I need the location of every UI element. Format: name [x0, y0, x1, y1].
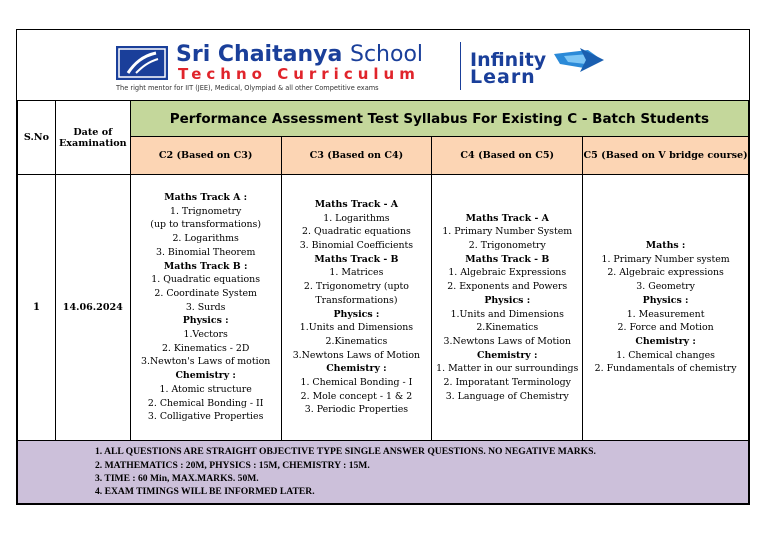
header-logos: [17, 30, 749, 101]
syllabus-topic: 3.Newtons Laws of Motion: [292, 349, 421, 361]
syllabus-topic: 2. Exponents and Powers: [447, 281, 568, 293]
syllabus-subject-heading: Chemistry :: [175, 370, 236, 382]
syllabus-subject-heading: Maths Track B :: [163, 260, 248, 272]
syllabus-topic: 3. Binomial Theorem: [155, 246, 256, 258]
syllabus-topic: 2. Coordinate System: [154, 287, 257, 299]
school-emblem-icon: [116, 46, 168, 80]
syllabus-topic: 1. Matter in our surroundings: [436, 363, 579, 375]
syllabus-topic: 2. Mole concept - 1 & 2: [300, 390, 413, 402]
syllabus-subject-heading: Maths Track - B: [465, 253, 550, 265]
syllabus-topic: 1. Primary Number system: [601, 253, 730, 265]
syllabus-topic: 2. Algebraic expressions: [607, 267, 724, 279]
syllabus-topic: (up to transformations): [150, 219, 262, 231]
note-item: 3. TIME : 60 Min, MAX.MARKS. 50M.: [95, 473, 259, 484]
syllabus-subject-heading: Chemistry :: [635, 335, 696, 347]
syllabus-topic: 1. Atomic structure: [159, 383, 252, 395]
syllabus-c3: [281, 175, 432, 441]
partner-name-line2: Learn: [470, 66, 536, 88]
batch-header-c4: C4 (Based on C5): [432, 137, 583, 175]
syllabus-subject-heading: Chemistry :: [326, 363, 387, 375]
syllabus-topic: Transformations): [315, 294, 398, 306]
note-item: 2. MATHEMATICS : 20M, PHYSICS : 15M, CHEMISTRY : 15M.: [95, 459, 370, 471]
row-sno: 1: [18, 175, 56, 441]
syllabus-topic: 2.Kinematics: [325, 335, 388, 347]
syllabus-subject-heading: Maths Track - A: [314, 198, 399, 210]
syllabus-topic: 1. Algebraic Expressions: [448, 267, 567, 279]
syllabus-topic: 1.Units and Dimensions: [450, 308, 564, 320]
syllabus-subject-heading: Maths Track A :: [164, 192, 248, 204]
syllabus-topic: 3. Geometry: [636, 281, 695, 293]
syllabus-topic: 1. Measurement: [626, 308, 705, 320]
syllabus-topic: 2. Imporatant Terminology: [443, 377, 571, 389]
infinity-learn-logo: [470, 46, 610, 90]
syllabus-subject-heading: Maths Track - A: [465, 212, 549, 224]
syllabus-topic: 3. Language of Chemistry: [445, 390, 569, 402]
syllabus-topic: 3. Binomial Coefficients: [299, 239, 414, 251]
exam-date: 14.06.2024: [55, 175, 130, 441]
syllabus-subject-heading: Physics :: [484, 294, 531, 306]
syllabus-topic: 1.Units and Dimensions: [299, 322, 414, 334]
syllabus-c5: [583, 175, 749, 441]
syllabus-topic: 1. Chemical changes: [616, 349, 715, 361]
school-tagline: The right mentor for IIT (JEE), Medical, Olympiad & all other Competitive exams: [116, 84, 379, 92]
syllabus-topic: 3.Newtons Laws of Motion: [443, 335, 571, 347]
table-row: [18, 175, 749, 441]
syllabus-topic: 2. Logarithms: [172, 233, 239, 245]
syllabus-topic: 3. Colligative Properties: [147, 411, 264, 423]
syllabus-topic: 1. Matrices: [329, 267, 384, 279]
syllabus-subject-heading: Maths Track - B: [314, 253, 399, 265]
syllabus-subject-heading: Maths :: [645, 239, 686, 251]
syllabus-topic: 2. Chemical Bonding - II: [147, 397, 264, 409]
table-title: Performance Assessment Test Syllabus For Existing C - Batch Students: [130, 101, 748, 137]
syllabus-topic: 2. Trigonometry: [468, 239, 546, 251]
note-item: 4. EXAM TIMINGS WILL BE INFORMED LATER.: [95, 486, 315, 498]
partner-name-line1: Infinity: [470, 49, 547, 71]
syllabus-topic: 2. Quadratic equations: [302, 226, 411, 238]
batch-header-c3: C3 (Based on C4): [281, 137, 432, 175]
infinity-arrow-icon: [550, 46, 606, 76]
syllabus-topic: 2. Kinematics - 2D: [161, 342, 250, 354]
syllabus-subject-heading: Chemistry :: [477, 349, 538, 361]
syllabus-topic: 1. Chemical Bonding - I: [300, 377, 413, 389]
sno-header: S.No: [18, 101, 56, 175]
syllabus-sheet: [16, 29, 750, 505]
school-name: Sri Chaitanya School: [176, 42, 424, 67]
syllabus-subject-heading: Physics :: [182, 315, 229, 327]
syllabus-topic: 3. Periodic Properties: [304, 404, 409, 416]
syllabus-topic: 2. Fundamentals of chemistry: [594, 363, 737, 375]
syllabus-topic: 1. Logarithms: [323, 212, 390, 224]
syllabus-topic: 3.Newton's Laws of motion: [141, 356, 271, 368]
syllabus-table: [17, 100, 749, 504]
batch-header-c5: C5 (Based on V bridge course): [583, 137, 749, 175]
syllabus-subject-heading: Physics :: [333, 308, 380, 320]
syllabus-topic: 2.Kinematics: [476, 322, 539, 334]
syllabus-topic: 2. Force and Motion: [617, 322, 714, 334]
syllabus-topic: 1. Trignometry: [170, 205, 242, 217]
date-header: Date of Examination: [55, 101, 130, 175]
syllabus-topic: 3. Surds: [185, 301, 226, 313]
batch-header-c2: C2 (Based on C3): [130, 137, 281, 175]
curriculum-name: Techno Curriculum: [178, 65, 420, 83]
note-item: 1. ALL QUESTIONS ARE STRAIGHT OBJECTIVE TYPE SINGLE ANSWER QUESTIONS. NO NEGATIVE MARKS.: [95, 446, 596, 458]
syllabus-topic: 1. Quadratic equations: [151, 274, 261, 286]
syllabus-topic: 1.Vectors: [183, 329, 228, 341]
syllabus-subject-heading: Physics :: [642, 294, 689, 306]
exam-notes: [18, 441, 749, 504]
syllabus-topic: 1. Primary Number System: [442, 226, 573, 238]
syllabus-c2: [130, 175, 281, 441]
logo-divider: [460, 42, 461, 90]
syllabus-c4: [432, 175, 583, 441]
syllabus-topic: 2. Trigonometry (upto: [303, 281, 409, 293]
